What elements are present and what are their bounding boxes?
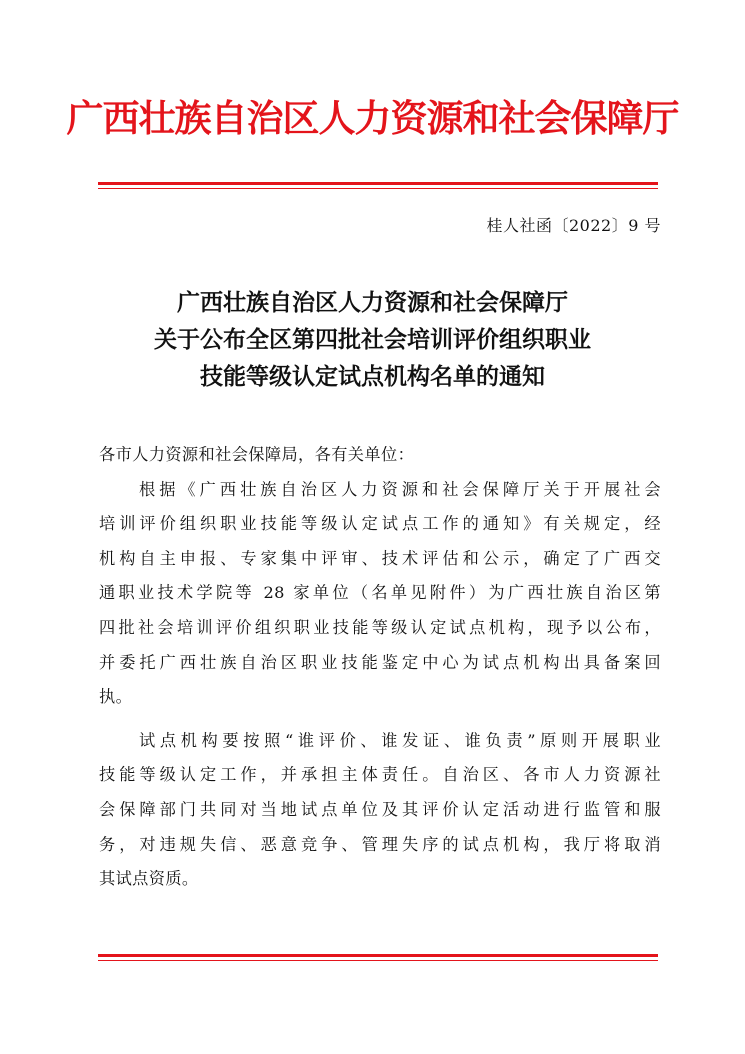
masthead-red-rule-thin <box>98 188 658 189</box>
paragraph-2-line: 技能等级认定工作，并承担主体责任。自治区、各市人力资源社 <box>99 765 661 785</box>
paragraph-1-line: 根据《广西壮族自治区人力资源和社会保障厅关于开展社会 <box>139 479 661 499</box>
title-line-2: 关于公布全区第四批社会培训评价组织职业 <box>154 326 591 353</box>
footer-red-rule <box>98 954 658 957</box>
paragraph-2-line: 试点机构要按照“谁评价、谁发证、谁负责”原则开展职业 <box>139 730 661 750</box>
paragraph-2-line: 会保障部门共同对当地试点单位及其评价认定活动进行监管和服 <box>99 799 661 819</box>
document-title <box>0 284 745 395</box>
salutation: 各市人力资源和社会保障局，各有关单位： <box>99 445 415 464</box>
footer-red-rule-thin <box>98 960 658 961</box>
masthead-red-rule <box>98 182 658 185</box>
paragraph-1-line: 培训评价组织职业技能等级认定试点工作的通知》有关规定，经 <box>99 514 661 534</box>
paragraph-2-line: 其试点资质。 <box>99 869 199 889</box>
paragraph-1-line: 并委托广西壮族自治区职业技能鉴定中心为试点机构出具备案回 <box>99 652 661 672</box>
paragraph-1-line: 执。 <box>99 687 133 707</box>
paragraph-1-line: 机构自主申报、专家集中评审、技术评估和公示，确定了广西交 <box>99 548 661 568</box>
title-line-3: 技能等级认定试点机构名单的通知 <box>200 363 545 390</box>
paragraph-gap <box>99 715 661 724</box>
paragraph-1-line: 通职业技术学院等 28 家单位（名单见附件）为广西壮族自治区第 <box>99 583 661 603</box>
title-line-1: 广西壮族自治区人力资源和社会保障厅 <box>177 289 568 316</box>
document-body <box>99 438 661 897</box>
paragraph-1-line: 四批社会培训评价组织职业技能等级认定试点机构，现予以公布， <box>99 617 661 637</box>
paragraph-2-line: 务，对违规失信、恶意竞争、管理失序的试点机构，我厅将取消 <box>99 834 661 854</box>
masthead-title: 广西壮族自治区人力资源和社会保障厅 <box>66 96 679 140</box>
document-number: 桂人社函〔2022〕9 号 <box>486 216 661 235</box>
